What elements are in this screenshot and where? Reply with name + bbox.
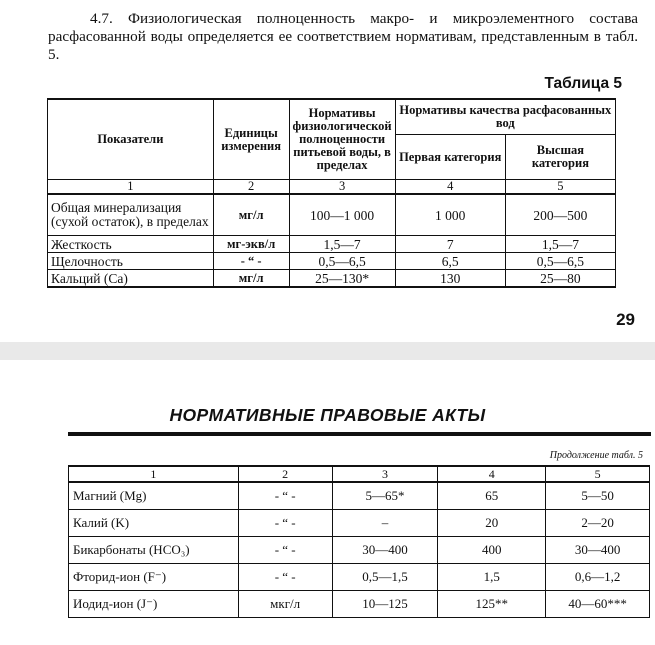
header-rule — [68, 432, 651, 436]
row-label: Бикарбонаты (HCO₃) — [69, 537, 239, 564]
row-value: 100—1 000 — [289, 194, 395, 236]
row-value: 40—60*** — [546, 591, 650, 618]
table-row — [69, 510, 650, 537]
row-value: 5—65* — [332, 482, 438, 510]
row-value: 130 — [395, 270, 505, 288]
table-caption: Таблица 5 — [544, 75, 622, 92]
header-quality-norms: Нормативы качества расфасованных вод — [395, 99, 615, 135]
table-header-row — [48, 99, 616, 135]
row-unit: - “ - — [213, 253, 289, 270]
row-value: 25—130* — [289, 270, 395, 288]
table-row — [69, 482, 650, 510]
column-numbers-row — [69, 466, 650, 482]
row-unit: мкг/л — [238, 591, 332, 618]
column-number: 3 — [289, 180, 395, 195]
row-unit: мг/л — [213, 270, 289, 288]
continuation-note: Продолжение табл. 5 — [549, 450, 643, 461]
row-value: 0,5—1,5 — [332, 564, 438, 591]
row-value: 400 — [438, 537, 546, 564]
page-number: 29 — [616, 310, 635, 329]
table-5-continued — [68, 465, 650, 618]
row-value: 25—80 — [505, 270, 615, 288]
column-number: 4 — [438, 466, 546, 482]
column-number: 4 — [395, 180, 505, 195]
header-physio-norms: Нормативы физиологической полноценности питьевой воды, в пределах — [289, 99, 395, 180]
section-title: НОРМАТИВНЫЕ ПРАВОВЫЕ АКТЫ — [169, 405, 486, 425]
column-number: 2 — [213, 180, 289, 195]
table-row — [69, 564, 650, 591]
row-label: Общая минерализация (сухой остаток), в пределах — [48, 194, 214, 236]
row-value: 20 — [438, 510, 546, 537]
row-value: 6,5 — [395, 253, 505, 270]
row-value: 1,5—7 — [289, 236, 395, 253]
row-value: 0,5—6,5 — [289, 253, 395, 270]
row-value: 10—125 — [332, 591, 438, 618]
column-numbers-row — [48, 180, 616, 195]
row-label: Магний (Mg) — [69, 482, 239, 510]
column-number: 1 — [69, 466, 239, 482]
row-value: 125** — [438, 591, 546, 618]
header-units: Единицы измерения — [213, 99, 289, 180]
column-number: 5 — [546, 466, 650, 482]
header-highest-category: Высшая категория — [505, 135, 615, 180]
header-first-category: Первая категория — [395, 135, 505, 180]
row-value: 7 — [395, 236, 505, 253]
column-number: 2 — [238, 466, 332, 482]
row-value: 1 000 — [395, 194, 505, 236]
column-number: 1 — [48, 180, 214, 195]
column-number: 3 — [332, 466, 438, 482]
table-row — [48, 194, 616, 236]
row-value: 65 — [438, 482, 546, 510]
row-label: Щелочность — [48, 253, 214, 270]
row-label: Калий (K) — [69, 510, 239, 537]
row-value: 30—400 — [332, 537, 438, 564]
page-gap — [0, 342, 655, 360]
table-row — [48, 270, 616, 288]
paragraph-4-7: 4.7. Физиологическая полноценность макро- и микроэлементного состава расфасованной воды определяется ее соответствием нормативам, представленным в табл. 5. — [48, 10, 638, 63]
table-row — [48, 236, 616, 253]
row-value: – — [332, 510, 438, 537]
header-indicators: Показатели — [48, 99, 214, 180]
row-label: Иодид-ион (J⁻) — [69, 591, 239, 618]
row-unit: - “ - — [238, 537, 332, 564]
row-label: Кальций (Ca) — [48, 270, 214, 288]
row-unit: мг-экв/л — [213, 236, 289, 253]
row-unit: - “ - — [238, 510, 332, 537]
column-number: 5 — [505, 180, 615, 195]
row-unit: - “ - — [238, 564, 332, 591]
row-value: 1,5—7 — [505, 236, 615, 253]
row-label: Жесткость — [48, 236, 214, 253]
row-value: 2—20 — [546, 510, 650, 537]
row-value: 200—500 — [505, 194, 615, 236]
row-value: 1,5 — [438, 564, 546, 591]
row-unit: - “ - — [238, 482, 332, 510]
table-row — [69, 537, 650, 564]
table-5 — [47, 98, 616, 288]
row-value: 0,5—6,5 — [505, 253, 615, 270]
table-row — [48, 253, 616, 270]
row-label: Фторид-ион (F⁻) — [69, 564, 239, 591]
table-row — [69, 591, 650, 618]
row-value: 5—50 — [546, 482, 650, 510]
page-30 — [0, 360, 655, 645]
row-value: 0,6—1,2 — [546, 564, 650, 591]
row-unit: мг/л — [213, 194, 289, 236]
row-value: 30—400 — [546, 537, 650, 564]
